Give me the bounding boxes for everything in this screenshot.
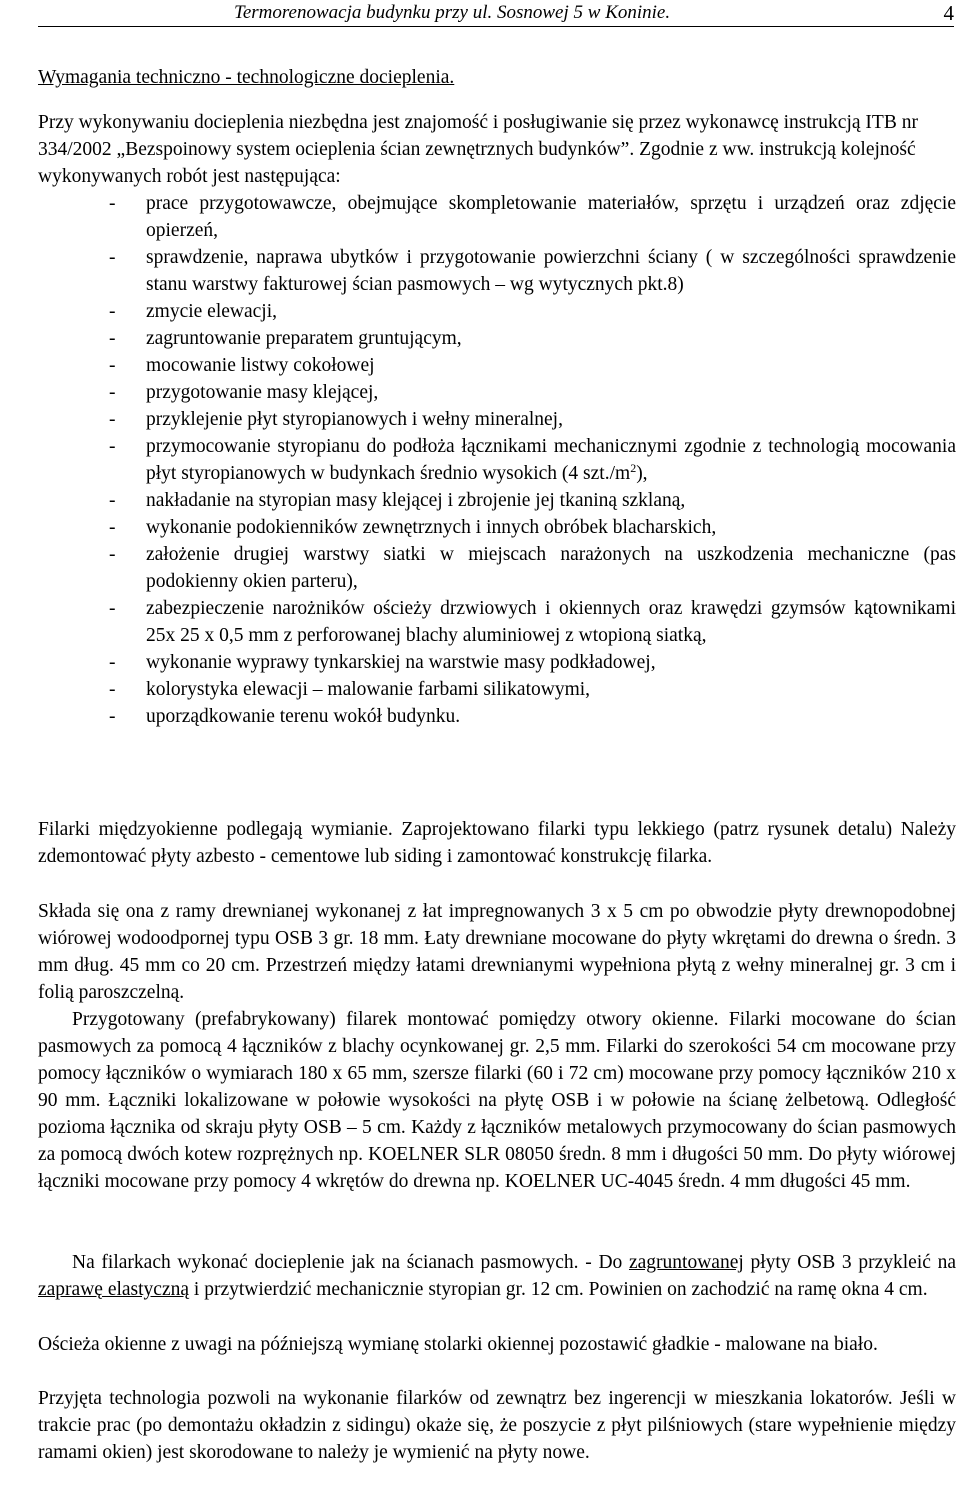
paragraph-insulation: [38, 1249, 956, 1303]
list-item: [38, 433, 956, 487]
list-dash: -: [109, 382, 116, 403]
list-dash: -: [109, 517, 116, 538]
list-item-text: mocowanie listwy cokołowej: [146, 355, 375, 376]
paragraph-technology: Przyjęta technologia pozwoli na wykonanie filarków od zewnątrz bez ingerencji w mieszkania lokatorów. Jeśli w trakcie prac (po demontażu okładzin z sidingu) okaże się, że poszycie z płyt pilśniowych (stare wypełnienie między ramami okien) jest skorodowane to należy je wymienić na płyty nowe.: [38, 1388, 956, 1463]
list-item-text: prace przygotowawcze, obejmujące skompletowanie materiałów, sprzętu i urządzeń oraz zdjęcie opierzeń,: [146, 193, 956, 241]
list-item-text: przygotowanie masy klejącej,: [146, 382, 379, 403]
page-number: 4: [943, 1, 954, 25]
list-item-text: przyklejenie płyt styropianowych i wełny mineralnej,: [146, 409, 563, 430]
list-dash: -: [109, 355, 116, 376]
list-item: [38, 595, 956, 649]
underlined-text: zaprawę elastyczną: [38, 1279, 190, 1300]
list-item-text: kolorystyka elewacji – malowanie farbami silikatowymi,: [146, 679, 591, 700]
list-item: [38, 487, 956, 514]
paragraph-reveals: Ościeża okienne z uwagi na późniejszą wymianę stolarki okiennej pozostawić gładkie - malowane na biało.: [38, 1334, 878, 1355]
paragraph-text: płyty OSB 3 przykleić na: [743, 1252, 956, 1273]
work-steps-list: [38, 190, 956, 730]
list-dash: -: [109, 679, 116, 700]
list-item: [38, 190, 956, 244]
list-item-text-main: przymocowanie styropianu do podłoża łącznikami mechanicznymi zgodnie z technologią mocowania płyt styropianowych w budynkach średnio wysokich (4 szt./m: [146, 436, 956, 484]
list-dash: -: [109, 247, 116, 268]
list-item: [38, 541, 956, 595]
list-dash: -: [109, 652, 116, 673]
list-item-text: [146, 433, 956, 487]
list-item-text: zmycie elewacji,: [146, 301, 278, 322]
list-dash: -: [109, 301, 116, 322]
header-title: Termorenowacja budynku przy ul. Sosnowej 5 w Koninie.: [234, 2, 671, 23]
list-item-text: nakładanie na styropian masy klejącej i zbrojenie jej tkaniną szklaną,: [146, 490, 686, 511]
list-dash: -: [109, 193, 116, 214]
paragraph-construction: Składa się ona z ramy drewnianej wykonanej z łat impregnowanych 3 x 5 cm po obwodzie płyty drewnopodobnej wiórowej wodoodpornej typu OSB 3 gr. 18 mm. Łaty drewniane mocowane do płyty wkrętami do drewna o średn. 3 mm dług. 45 mm co 20 cm. Przestrzeń między łatami drewnianymi wypełniona płytą z wełny mineralnej gr. 3 cm i folią paroszczelną.: [38, 901, 956, 1003]
list-item: [38, 325, 956, 352]
list-item: [38, 514, 956, 541]
paragraph-mounting: Przygotowany (prefabrykowany) filarek montować pomiędzy otwory okienne. Filarki mocowane do ścian pasmowych za pomocą 4 łączników z blachy ocynkowanej gr. 2,5 mm. Filarki do szerokości 54 cm mocowane przy pomocy łączników o wymiarach 180 x 65 mm, szersze filarki (60 i 72 cm) mocowane przy pomocy łączników 210 x 90 mm. Łączniki lokalizowane w połowie wysokości na płytę OSB i w połowie na ścianę żelbetową. Odległość pozioma łącznika od skraju płyty OSB – 5 cm. Każdy z łączników metalowych przymocowany do ścian pasmowych za pomocą dwóch kotew rozprężnych np. KOELNER SLR 08050 średn. 8 mm i długości 50 mm. Do płyty wiórowej łączniki mocowane przy pomocy 4 wkrętów do drewna np. KOELNER UC-4045 średn. 4 mm długości 45 mm.: [38, 1009, 956, 1192]
intro-paragraph: Przy wykonywaniu docieplenia niezbędna jest znajomość i posługiwanie się przez wykonawcę instrukcją ITB nr 334/2002 „Bezspoinowy system ocieplenia ścian zewnętrznych budynków”. Zgodnie z ww. instrukcją kolejność wykonywanych robót jest następująca:: [38, 112, 918, 187]
list-item: [38, 649, 956, 676]
list-item-text: zabezpieczenie narożników ościeży drzwiowych i okiennych oraz krawędzi gzymsów kątownikami 25x 25 x 0,5 mm z perforowanej blachy aluminiowej z wtopioną siatką,: [146, 598, 956, 646]
list-item-text: sprawdzenie, naprawa ubytków i przygotowanie powierzchni ściany ( w szczególności sprawdzenie stanu warstwy fakturowej ścian pasmowych – wg wytycznych pkt.8): [146, 247, 956, 295]
list-dash: -: [109, 544, 116, 565]
list-item: [38, 379, 956, 406]
paragraph-text: Na filarkach wykonać docieplenie jak na ścianach pasmowych. - Do: [72, 1252, 629, 1273]
section-heading: Wymagania techniczno - technologiczne docieplenia.: [38, 67, 455, 88]
page-header: [38, 2, 954, 27]
list-item: [38, 298, 956, 325]
list-item: [38, 244, 956, 298]
list-dash: -: [109, 436, 116, 457]
list-item-text: wykonanie wyprawy tynkarskiej na warstwie masy podkładowej,: [146, 652, 656, 673]
list-item-text: założenie drugiej warstwy siatki w miejscach narażonych na uszkodzenia mechaniczne (pas podokienny okien parteru),: [146, 544, 956, 592]
list-item-text-tail: ),: [636, 463, 648, 484]
list-item-text: uporządkowanie terenu wokół budynku.: [146, 706, 461, 727]
list-dash: -: [109, 328, 116, 349]
list-item: [38, 676, 956, 703]
paragraph-filarki: Filarki międzyokienne podlegają wymianie. Zaprojektowano filarki typu lekkiego (patrz rysunek detalu) Należy zdemontować płyty azbesto - cementowe lub siding i zamontować konstrukcję filarka.: [38, 819, 956, 867]
underlined-text: zagruntowanej: [628, 1252, 744, 1273]
list-item-text: zagruntowanie preparatem gruntującym,: [146, 328, 462, 349]
list-item: [38, 703, 956, 730]
list-item: [38, 352, 956, 379]
paragraph-text: i przytwierdzić mechanicznie styropian gr. 12 cm. Powinien on zachodzić na ramę okna 4 cm.: [189, 1279, 928, 1300]
list-item-text: wykonanie podokienników zewnętrznych i innych obróbek blacharskich,: [146, 517, 717, 538]
list-dash: -: [109, 706, 116, 727]
list-dash: -: [109, 598, 116, 619]
list-dash: -: [109, 490, 116, 511]
superscript: 2: [630, 461, 637, 475]
list-dash: -: [109, 409, 116, 430]
list-item: [38, 406, 956, 433]
